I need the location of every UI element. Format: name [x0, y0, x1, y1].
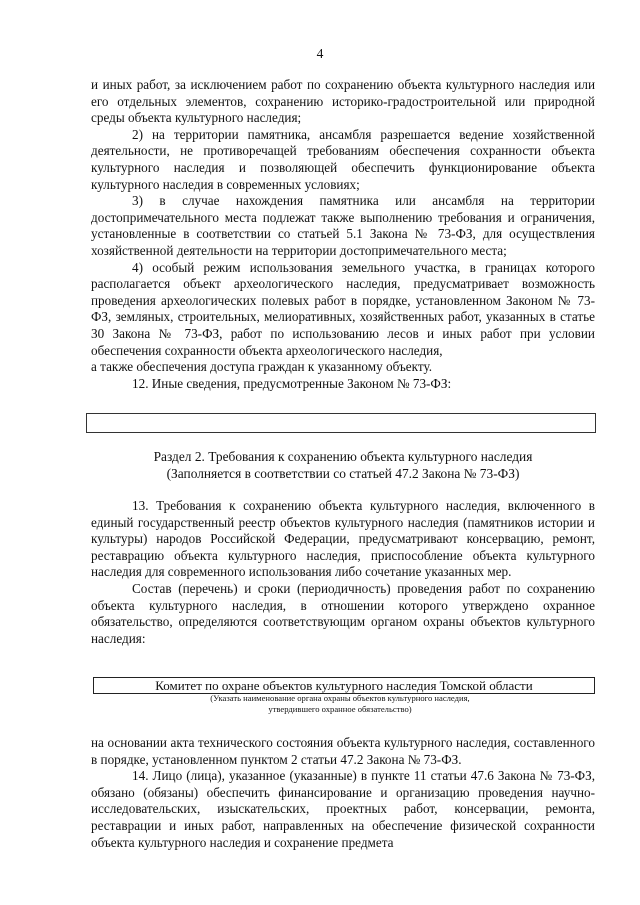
page-number: 4	[316, 46, 324, 61]
top-text-block	[91, 77, 595, 392]
bottom-text-block	[91, 735, 595, 851]
paragraph-act-basis: на основании акта технического состояния объекта культурного наследия, составленного в порядке, установленном пунктом 2 статьи 47.2 Закона № 73-ФЗ.	[91, 735, 595, 767]
section-title: Раздел 2. Требования к сохранению объекта культурного наследия	[153, 449, 533, 464]
section-subtitle: (Заполняется в соответствии со статьей 47.2 Закона № 73-ФЗ)	[166, 466, 520, 481]
organ-note	[140, 693, 540, 715]
other-info-field	[86, 413, 596, 433]
paragraph-item-14: 14. Лицо (лица), указанное (указанные) в пункте 11 статьи 47.6 Закона № 73-ФЗ, обязано (обязаны) обеспечить финансирование и организацию проведения научно-исследовательских, изыскательских, проектных работ, консервации, ремонта, реставрации и иных работ, направленных на обеспечение физической сохранности объекта культурного наследия и сохранение предмета	[91, 768, 595, 850]
paragraph-item-4-end: а также обеспечения доступа граждан к указанному объекту.	[91, 359, 433, 375]
organ-name-field: Комитет по охране объектов культурного наследия Томской области	[93, 677, 595, 694]
paragraph-item-3: 3) в случае нахождения памятника или ансамбля на территории достопримечательного места подлежат также выполнению требования и ограничения, установленные в соответствии со статьей 5.1 Закона № 73-ФЗ, для осуществления хозяйственной деятельности на территории достопримечательного места;	[91, 193, 595, 258]
organ-note-line-2: утвердившего охранное обязательство)	[268, 704, 412, 714]
paragraph-works-composition: Состав (перечень) и сроки (периодичность) проведения работ по сохранению объекта культурного наследия, в отношении которого утверждено охранное обязательство, определяются соответствующим органом охраны объектов культурного наследия:	[91, 580, 595, 646]
paragraph-item-2: 2) на территории памятника, ансамбля разрешается ведение хозяйственной деятельности, не противоречащей требованиям обеспечения сохранности объекта культурного наследия и позволяющей обеспечить функционирование объекта культурного наследия в современных условиях;	[91, 126, 595, 192]
paragraph-item-12: 12. Иные сведения, предусмотренные Законом № 73-ФЗ:	[132, 375, 452, 391]
organ-note-line-1: (Указать наименование органа охраны объектов культурного наследия,	[210, 693, 470, 703]
section-heading	[91, 448, 595, 482]
paragraph-item-13: 13. Требования к сохранению объекта культурного наследия, включенного в единый государственный реестр объектов культурного наследия (памятников истории и культуры) народов Российской Федерации, предусматривают консервацию, ремонт, реставрацию объекта культурного наследия, приспособление объекта культурного наследия для современного использования либо сочетание указанных мер.	[91, 498, 595, 580]
paragraph-item-4: 4) особый режим использования земельного участка, в границах которого располагается объект археологического наследия, предусматривает возможность проведения археологических полевых работ в порядке, установленном Законом № 73-ФЗ, земляных, строительных, мелиоративных, хозяйственных работ, указанных в статье 30 Закона № 73-ФЗ, работ по использованию лесов и иных работ при условии обеспечения сохранности объекта археологического наследия,	[91, 259, 595, 358]
paragraph-continuation: и иных работ, за исключением работ по сохранению объекта культурного наследия или его отдельных элементов, сохранению историко-градостроительной или природной среды объекта культурного наследия;	[91, 77, 595, 126]
middle-text-block	[91, 498, 595, 647]
